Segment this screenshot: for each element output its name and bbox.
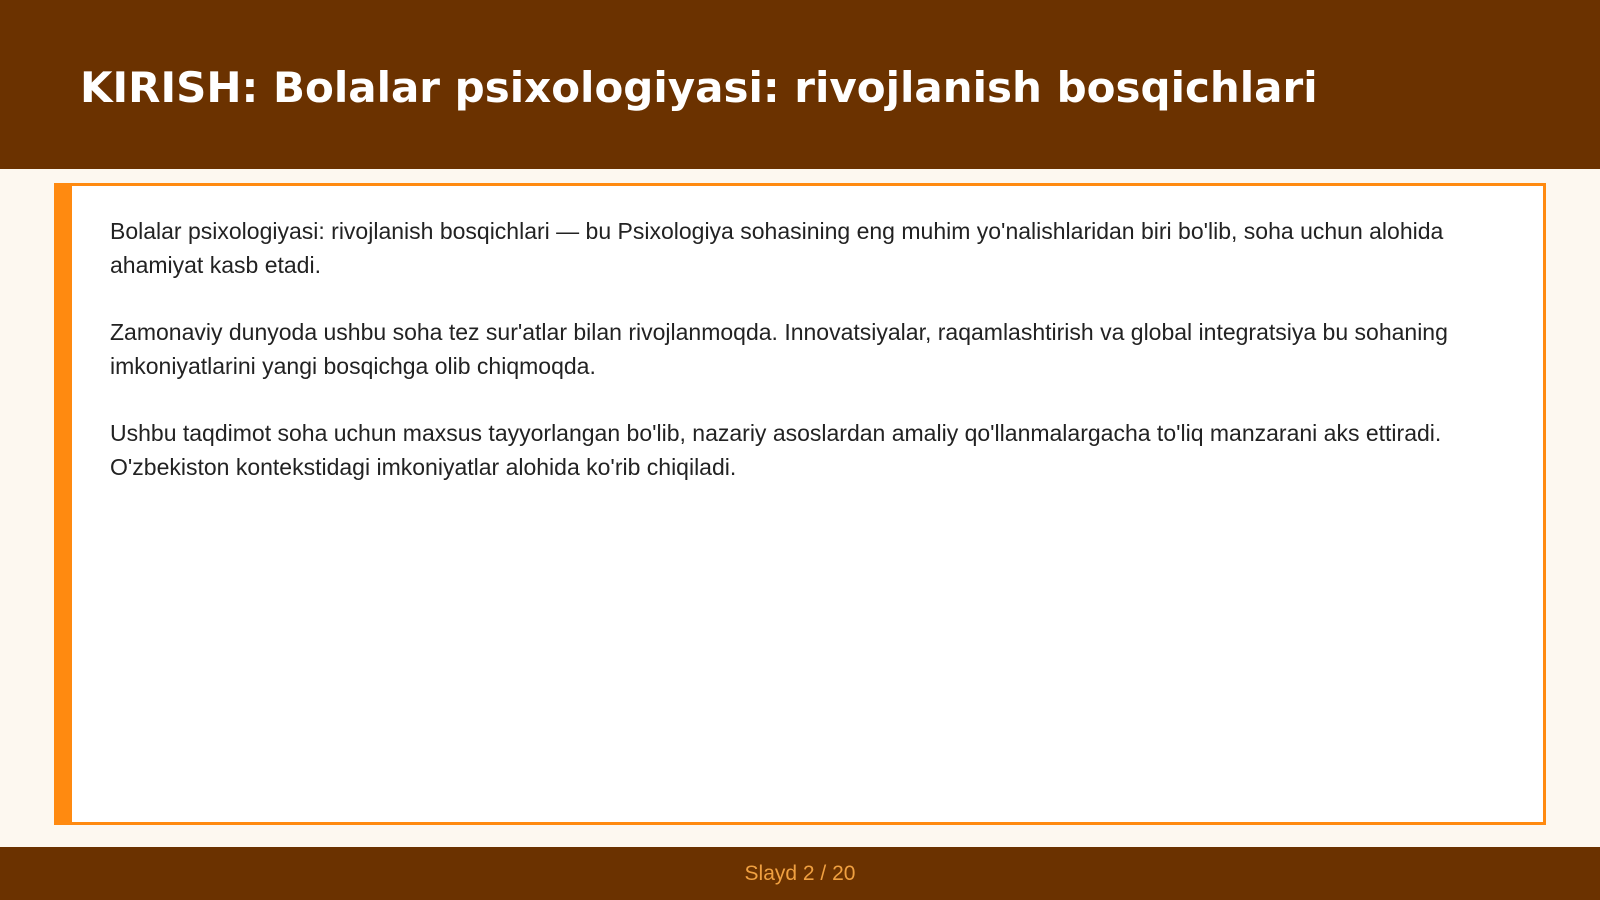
- content-text-block: [110, 214, 1510, 517]
- slide-header: [0, 0, 1600, 169]
- purpose-paragraph: Ushbu taqdimot soha uchun maxsus tayyorlangan bo'lib, nazariy asoslardan amaliy qo'llanmalargacha to'liq manzarani aks ettiradi. O'zbekiston kontekstidagi imkoniyatlar alohida ko'rib chiqiladi.: [110, 420, 1442, 480]
- slide-footer: [0, 847, 1600, 900]
- intro-paragraph: Bolalar psixologiyasi: rivojlanish bosqichlari — bu Psixologiya sohasining eng muhim yo'nalishlaridan biri bo'lib, soha uchun alohida ahamiyat kasb etadi.: [110, 218, 1444, 278]
- slide-counter: Slayd 2 / 20: [744, 862, 856, 885]
- trend-paragraph: Zamonaviy dunyoda ushbu soha tez sur'atlar bilan rivojlanmoqda. Innovatsiyalar, raqamlashtirish va global integratsiya bu sohaning imkoniyatlarini yangi bosqichga olib chiqmoqda.: [110, 319, 1448, 379]
- content-card: [54, 183, 1546, 825]
- slide-title: KIRISH: Bolalar psixologiyasi: rivojlanish bosqichlari: [80, 63, 1318, 112]
